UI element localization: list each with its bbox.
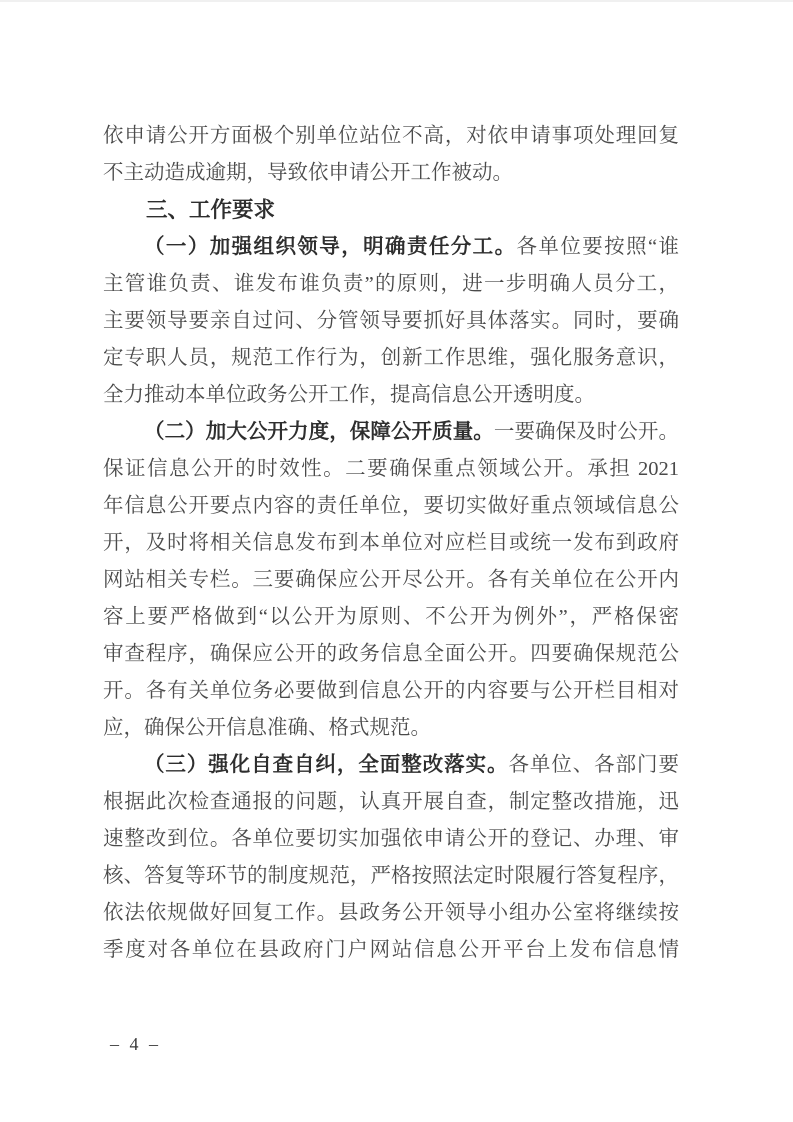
- text-line: 全力推动本单位政务公开工作，提高信息公开透明度。: [103, 384, 595, 406]
- text-line: 季度对各单位在县政府门户网站信息公开平台上发布信息情: [103, 939, 679, 961]
- text-line: 主要领导要亲自过问、分管领导要抓好具体落实。同时，要确: [103, 310, 679, 332]
- paragraph-lead-rest: 各单位、各部门要: [508, 754, 679, 776]
- section-heading: 三、工作要求: [146, 198, 276, 222]
- text-line: 依法依规做好回复工作。县政务公开领导小组办公室将继续按: [103, 902, 679, 924]
- paragraph-lead-line: [103, 229, 679, 266]
- text-line: 依申请公开方面极个别单位站位不高，对依申请事项处理回复: [103, 125, 679, 147]
- paragraph-lead-bold: （二）加大公开力度，保障公开质量。: [144, 421, 494, 443]
- text-line: 开。各有关单位务必要做到信息公开的内容要与公开栏目相对: [103, 680, 679, 702]
- text-line: 年信息公开要点内容的责任单位，要切实做好重点领域信息公: [103, 495, 679, 517]
- text-line: 根据此次检查通报的问题，认真开展自查，制定整改措施，迅: [103, 791, 679, 813]
- paragraph-lead-bold: （一）加强组织领导，明确责任分工。: [144, 236, 517, 258]
- text-line: 定专职人员，规范工作行为，创新工作思维，强化服务意识，: [103, 347, 679, 369]
- paragraph-lead-line: [103, 414, 679, 451]
- text-line: 开，及时将相关信息发布到本单位对应栏目或统一发布到政府: [103, 532, 679, 554]
- text-line: 核、答复等环节的制度规范，严格按照法定时限履行答复程序，: [103, 865, 679, 887]
- text-line: 不主动造成逾期，导致依申请公开工作被动。: [103, 162, 513, 184]
- text-line: 审查程序，确保应公开的政务信息全面公开。四要确保规范公: [103, 643, 679, 665]
- paragraph-lead-line: [103, 747, 679, 784]
- text-line: 主管谁负责、谁发布谁负责”的原则，进一步明确人员分工，: [103, 273, 679, 295]
- text-line: 速整改到位。各单位要切实加强依申请公开的登记、办理、审: [103, 828, 679, 850]
- document-body: [103, 118, 679, 969]
- text-line: 网站相关专栏。三要确保应公开尽公开。各有关单位在公开内: [103, 569, 679, 591]
- page-number: – 4 –: [110, 1034, 161, 1054]
- paragraph-lead-bold: （三）强化自查自纠，全面整改落实。: [144, 754, 509, 776]
- text-line: 应，确保公开信息准确、格式规范。: [103, 717, 431, 739]
- text-line: 容上要严格做到“以公开为原则、不公开为例外”，严格保密: [103, 606, 679, 628]
- paragraph-lead-rest: 各单位要按照“谁: [516, 236, 679, 258]
- paragraph-lead-rest: 一要确保及时公开。: [493, 421, 679, 443]
- text-line: 保证信息公开的时效性。二要确保重点领域公开。承担 2021: [103, 458, 679, 480]
